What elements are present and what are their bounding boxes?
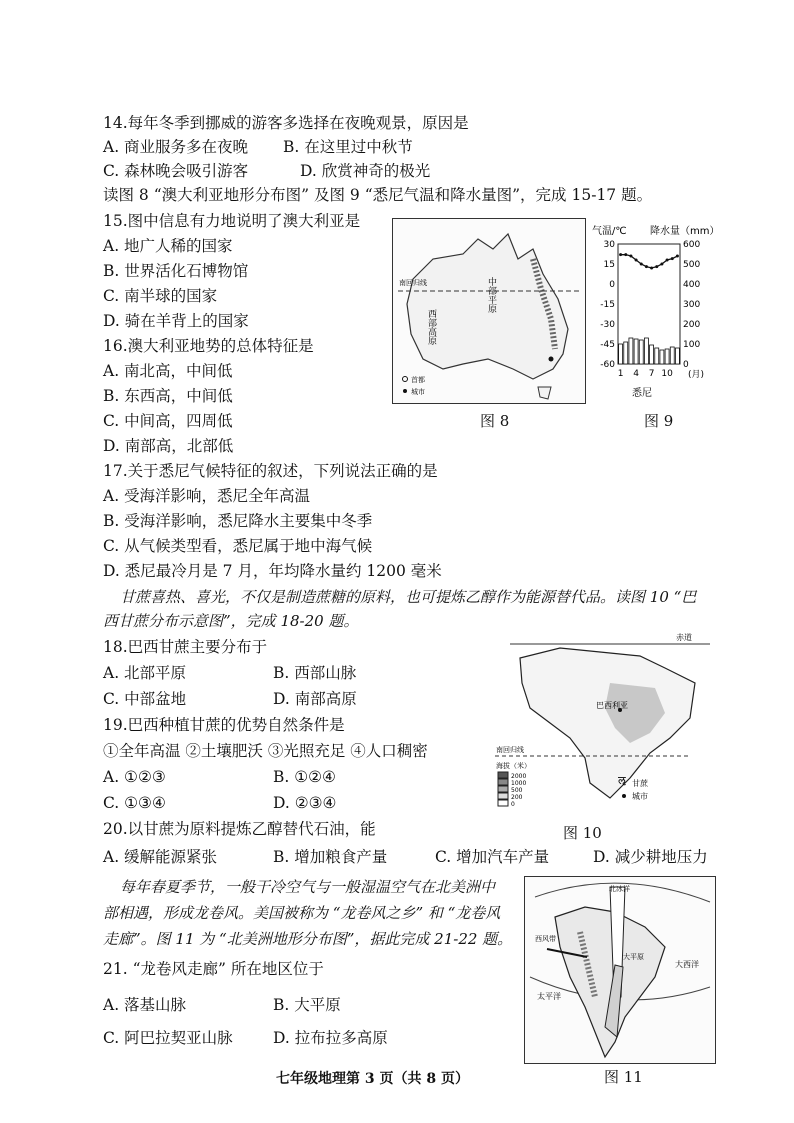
q15-stem: 15.图中信息有力地说明了澳大利亚是: [103, 212, 361, 230]
precip-bar: [629, 338, 633, 364]
q18-option-d[interactable]: D. 南部高原: [273, 690, 357, 708]
temp-point: [660, 263, 663, 266]
elev-swatch-500: [498, 786, 508, 792]
tasmania: [538, 387, 551, 399]
q19-option-c[interactable]: C. ①③④: [103, 794, 166, 812]
q14-option-c[interactable]: C. 森林晚会吸引游客: [103, 162, 249, 180]
elev-label-0: 0: [511, 801, 515, 808]
intro-21-22-line1: 每年春夏季节，一般干冷空气与一般湿温空气在北美洲中: [120, 878, 496, 896]
elev-swatch-1000: [498, 779, 508, 785]
temp-point: [650, 267, 653, 270]
q19-stem: 19.巴西种植甘蔗的优势自然条件是: [103, 716, 345, 734]
figure-9-climate-chart: [592, 224, 722, 404]
temp-tick-label: 15: [603, 260, 615, 270]
west-plateau-label: 西部高原: [426, 309, 436, 345]
figure-9-caption: 图 9: [644, 412, 674, 430]
legend-city-icon: [403, 389, 407, 393]
temp-tick-label: -15: [600, 300, 615, 310]
month-tick-label: 1: [617, 369, 624, 379]
temp-tick-label: 30: [603, 240, 615, 250]
tropic-label: 南回归线: [399, 279, 427, 287]
q20-option-a[interactable]: A. 缓解能源紧张: [103, 848, 218, 866]
figure-10-caption: 图 10: [563, 824, 602, 842]
city-label: 悉尼: [632, 388, 652, 399]
atlantic-label: 大西洋: [675, 960, 699, 969]
precip-bar: [650, 345, 654, 364]
q19-conditions: ①全年高温 ②土壤肥沃 ③光照充足 ④人口稠密: [103, 742, 428, 760]
elevation-legend: [498, 772, 526, 808]
q16-stem: 16.澳大利亚地势的总体特征是: [103, 337, 314, 355]
brazil-map-svg: [490, 628, 716, 814]
q19-option-b[interactable]: B. ①②④: [273, 768, 336, 786]
elev-label-200: 200: [511, 794, 523, 801]
legend-city-label: 城市: [411, 388, 425, 396]
q15-option-a[interactable]: A. 地广人稀的国家: [103, 237, 233, 255]
precip-bar: [675, 348, 679, 364]
q17-option-a[interactable]: A. 受海洋影响，悉尼全年高温: [103, 487, 311, 505]
intro-21-22-line2: 部相遇，形成龙卷风。美国被称为 “龙卷风之乡” 和 “龙卷风: [103, 904, 501, 922]
temp-point: [619, 253, 622, 256]
temp-tick-label: 0: [609, 280, 615, 290]
elevation-legend-title: 海拔（米）: [496, 762, 531, 770]
precip-bar: [639, 340, 643, 364]
precip-bar: [634, 339, 638, 364]
temp-point: [676, 255, 679, 258]
month-tick-label: 10: [661, 369, 673, 379]
elev-swatch-0: [498, 800, 508, 806]
intro-15-17: 读图 8 “澳大利亚地形分布图” 及图 9 “悉尼气温和降水量图”，完成 15-17 题。: [103, 186, 653, 204]
capital-marker: [549, 357, 554, 362]
month-ticks: [618, 369, 673, 379]
q14-stem: 14.每年冬季到挪威的游客多选择在夜晚观景，原因是: [103, 114, 469, 132]
brazil-outline: [520, 648, 695, 798]
intro-18-20-line1: 甘蔗喜热、喜光，不仅是制造蔗糖的原料，也可提炼乙醇作为能源替代品。读图 10 “巴: [120, 588, 697, 606]
precip-tick-label: 500: [683, 260, 701, 270]
q21-stem: 21. “龙卷风走廊” 所在地区位于: [103, 960, 324, 978]
q20-option-b[interactable]: B. 增加粮食产量: [273, 848, 388, 866]
figure-8-caption: 图 8: [480, 412, 510, 430]
precip-bar: [665, 349, 669, 364]
q17-option-b[interactable]: B. 受海洋影响，悉尼降水主要集中冬季: [103, 512, 373, 530]
q16-option-b[interactable]: B. 东西高，中间低: [103, 387, 233, 405]
q19-option-a[interactable]: A. ①②③: [103, 768, 166, 786]
figure-11-north-america-map: [524, 876, 716, 1064]
q20-option-c[interactable]: C. 增加汽车产量: [435, 848, 550, 866]
q15-option-c[interactable]: C. 南半球的国家: [103, 287, 218, 305]
month-tick-label: 4: [633, 369, 639, 379]
q17-option-c[interactable]: C. 从气候类型看，悉尼属于地中海气候: [103, 537, 373, 555]
q15-option-d[interactable]: D. 骑在羊背上的国家: [103, 312, 249, 330]
temp-point: [645, 265, 648, 268]
temp-point: [666, 259, 669, 262]
pacific-label: 太平洋: [537, 992, 561, 1001]
temp-point: [629, 255, 632, 258]
q21-option-d[interactable]: D. 拉布拉多高原: [273, 1029, 388, 1047]
q15-option-b[interactable]: B. 世界活化石博物馆: [103, 262, 249, 280]
temp-point: [671, 257, 674, 260]
temp-tick-label: -45: [600, 340, 615, 350]
arctic-ocean-label: 北冰洋: [609, 885, 630, 893]
q17-option-d[interactable]: D. 悉尼最冷月是 7 月，年均降水量约 1200 毫米: [103, 562, 442, 580]
temp-line: [621, 255, 678, 268]
north-america-map-svg: [525, 877, 715, 1063]
elev-label-1000: 1000: [511, 780, 527, 787]
temp-tick-label: -30: [600, 320, 615, 330]
precip-ticks: [683, 240, 700, 370]
figure-8-australia-map: [392, 218, 586, 404]
precip-bar: [670, 347, 674, 364]
q14-option-d[interactable]: D. 欣赏神奇的极光: [300, 162, 431, 180]
q19-option-d[interactable]: D. ②③④: [273, 794, 337, 812]
temp-ticks: [600, 240, 615, 370]
north-america-outline: [555, 907, 665, 1057]
australia-map-svg: [393, 219, 585, 403]
temp-point: [655, 265, 658, 268]
q20-option-d[interactable]: D. 减少耕地压力: [593, 848, 708, 866]
legend-capital-icon: [403, 377, 408, 382]
climate-chart-svg: [592, 224, 722, 404]
precip-bar: [655, 348, 659, 364]
precip-bars: [619, 338, 680, 364]
temp-point: [624, 253, 627, 256]
temp-point: [640, 263, 643, 266]
precip-bar: [644, 338, 648, 364]
intro-18-20-line2: 西甘蔗分布示意图”，完成 18-20 题。: [103, 612, 359, 630]
q18-option-c[interactable]: C. 中部盆地: [103, 690, 187, 708]
q17-stem: 17.关于悉尼气候特征的叙述，下列说法正确的是: [103, 462, 438, 480]
month-unit-label: (月): [688, 370, 705, 380]
precip-tick-label: 100: [683, 340, 701, 350]
elev-label-500: 500: [511, 787, 523, 794]
q18-option-a[interactable]: A. 北部平原: [103, 664, 187, 682]
q21-option-a[interactable]: A. 落基山脉: [103, 996, 187, 1014]
page-footer: 七年级地理第 3 页（共 8 页）: [276, 1071, 469, 1087]
precip-tick-label: 600: [683, 240, 701, 250]
sugarcane-legend-icon: ऌ: [618, 774, 626, 787]
elev-swatch-2000: [498, 772, 508, 778]
elev-swatch-200: [498, 793, 508, 799]
precip-tick-label: 200: [683, 320, 701, 330]
figure-11-caption: 图 11: [604, 1068, 643, 1086]
great-plains-label: 大平原: [623, 953, 644, 961]
temp-point: [635, 259, 638, 262]
brasilia-label: 巴西利亚: [596, 701, 628, 710]
precip-axis-label: 降水量（mm）: [650, 226, 720, 237]
westerlies-label: 西风带: [535, 935, 556, 943]
precip-tick-label: 0: [683, 360, 689, 370]
tropic-label-brazil: 南回归线: [496, 746, 524, 754]
q20-stem: 20.以甘蔗为原料提炼乙醇替代石油，能: [103, 820, 376, 838]
precip-tick-label: 300: [683, 300, 701, 310]
precip-tick-label: 400: [683, 280, 701, 290]
precip-bar: [624, 342, 628, 364]
city-legend-label: 城市: [632, 792, 648, 801]
q16-option-d[interactable]: D. 南部高，北部低: [103, 437, 234, 455]
equator-label: 赤道: [676, 633, 692, 642]
intro-21-22-line3: 走廊”。图 11 为 “北美洲地形分布图”，据此完成 21-22 题。: [103, 930, 513, 948]
q21-option-b[interactable]: B. 大平原: [273, 996, 341, 1014]
figure-10-brazil-map: [490, 628, 716, 814]
month-tick-label: 7: [648, 369, 655, 379]
sugarcane-legend-label: 甘蔗: [632, 779, 648, 788]
precip-bar: [619, 344, 623, 364]
q14-option-b[interactable]: B. 在这里过中秋节: [283, 138, 413, 156]
central-plain-label: 中部平原: [486, 277, 496, 313]
q18-option-b[interactable]: B. 西部山脉: [273, 664, 357, 682]
q16-option-c[interactable]: C. 中间高，四周低: [103, 412, 233, 430]
temp-axis-label: 气温/℃: [592, 226, 627, 237]
temp-tick-label: -60: [600, 360, 615, 370]
precip-bar: [660, 350, 664, 364]
q18-stem: 18.巴西甘蔗主要分布于: [103, 638, 268, 656]
q16-option-a[interactable]: A. 南北高，中间低: [103, 362, 233, 380]
elev-label-2000: 2000: [511, 773, 527, 780]
q21-option-c[interactable]: C. 阿巴拉契亚山脉: [103, 1029, 233, 1047]
q14-option-a[interactable]: A. 商业服务多在夜晚: [103, 138, 249, 156]
legend-capital-label: 首都: [411, 376, 425, 384]
city-legend-icon: [622, 794, 626, 798]
